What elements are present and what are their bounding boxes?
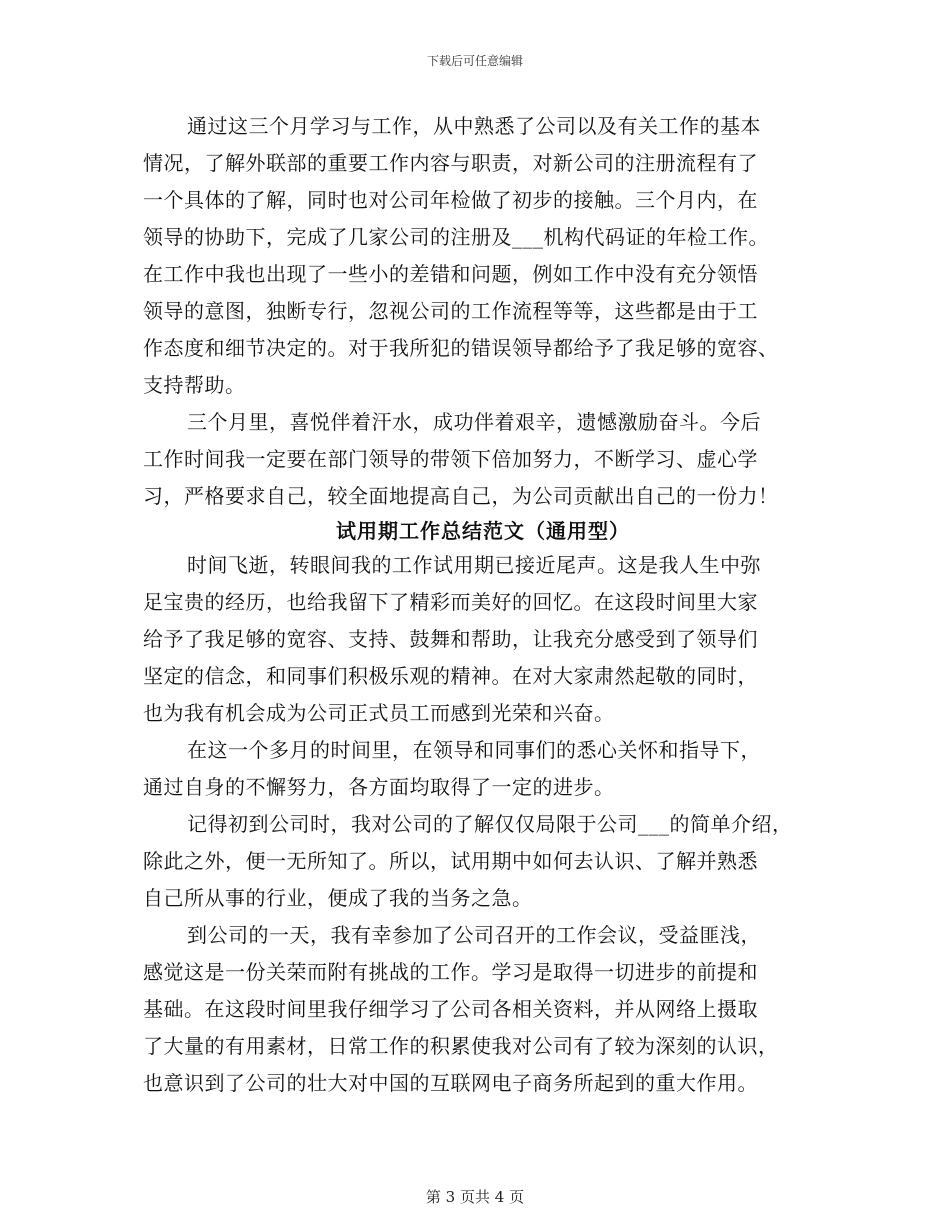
text-line: 领导的协助下，完成了几家公司的注册及___机构代码证的年检工作。 (143, 225, 769, 249)
text-line: 也为我有机会成为公司正式员工而感到光荣和兴奋。 (143, 701, 615, 725)
text-line: 自己所从事的行业，便成了我的当务之急。 (143, 886, 533, 910)
text-line: 领导的意图，独断专行，忽视公司的工作流程等等，这些都是由于工 (143, 299, 758, 323)
document-body (143, 108, 823, 1102)
text-line: 在这一个多月的时间里，在领导和同事们的悉心关怀和指导下， (187, 738, 761, 762)
text-line: 通过这三个月学习与工作，从中熟悉了公司以及有关工作的基本 (187, 114, 761, 138)
text-line: 一个具体的了解，同时也对公司年检做了初步的接触。三个月内，在 (143, 188, 758, 212)
paragraph-5 (143, 806, 823, 917)
page-footer: 第 3 页共 4 页 (425, 1188, 525, 1206)
text-line: 通过自身的不懈努力，各方面均取得了一定的进步。 (143, 775, 615, 799)
paragraph-2 (143, 404, 823, 515)
text-line: 到公司的一天，我有幸参加了公司召开的工作会议，受益匪浅， (187, 923, 761, 947)
text-line: 在工作中我也出现了一些小的差错和问题，例如工作中没有充分领悟 (143, 262, 758, 286)
paragraph-3 (143, 547, 823, 732)
text-line: 除此之外，便一无所知了。所以，试用期中如何去认识、了解并熟悉 (143, 849, 758, 873)
text-line: 情况，了解外联部的重要工作内容与职责，对新公司的注册流程有了 (143, 151, 758, 175)
text-line: 时间飞逝，转眼间我的工作试用期已接近尾声。这是我人生中弥 (187, 553, 761, 577)
text-line: 工作时间我一定要在部门领导的带领下倍加努力，不断学习、虚心学 (143, 447, 758, 471)
paragraph-1 (143, 108, 823, 404)
text-line: 习，严格要求自己，较全面地提高自己，为公司贡献出自己的一份力！ (143, 484, 779, 508)
text-line: 也意识到了公司的壮大对中国的互联网电子商务所起到的重大作用。 (143, 1071, 758, 1095)
text-line: 作态度和细节决定的。对于我所犯的错误领导都给予了我足够的宽容、 (143, 336, 779, 360)
paragraph-4 (143, 732, 823, 806)
text-line: 感觉这是一份关荣而附有挑战的工作。学习是取得一切进步的前提和 (143, 960, 758, 984)
text-line: 基础。在这段时间里我仔细学习了公司各相关资料，并从网络上摄取 (143, 997, 758, 1021)
text-line: 三个月里，喜悦伴着汗水，成功伴着艰辛，遗憾激励奋斗。今后 (187, 410, 761, 434)
text-line: 了大量的有用素材，日常工作的积累使我对公司有了较为深刻的认识， (143, 1034, 779, 1058)
text-line: 支持帮助。 (143, 373, 246, 397)
paragraph-6 (143, 917, 823, 1102)
text-line: 足宝贵的经历，也给我留下了精彩而美好的回忆。在这段时间里大家 (143, 590, 758, 614)
text-line: 给予了我足够的宽容、支持、鼓舞和帮助，让我充分感受到了领导们 (143, 627, 758, 651)
page-header: 下载后可任意编辑 (426, 54, 523, 68)
text-line: 坚定的信念，和同事们积极乐观的精神。在对大家肃然起敬的同时， (143, 664, 758, 688)
section-title: 试用期工作总结范文（通用型） (336, 519, 630, 543)
text-line: 记得初到公司时，我对公司的了解仅仅局限于公司___的简单介绍， (187, 812, 793, 836)
